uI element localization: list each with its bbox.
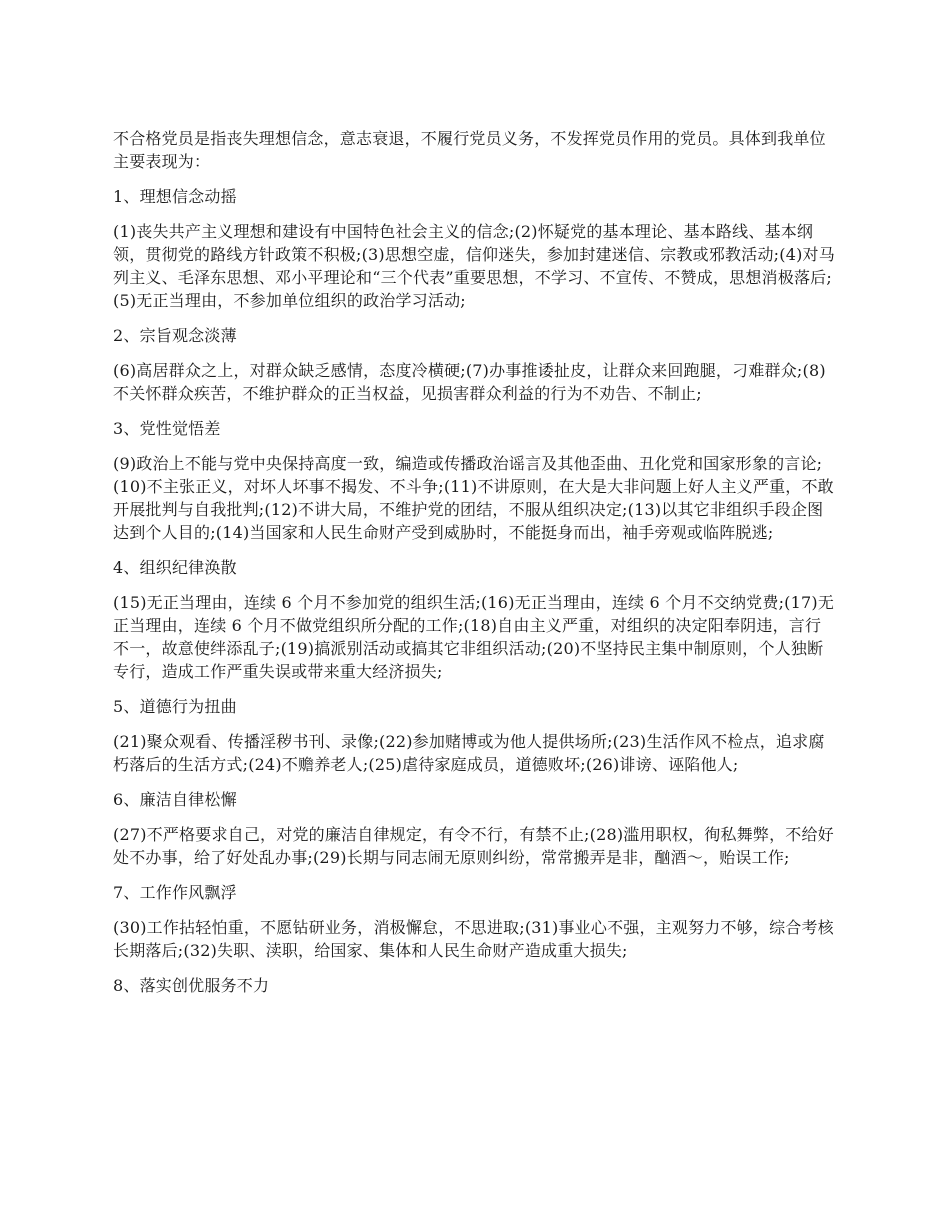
section-body-1: (1)丧失共产主义理想和建设有中国特色社会主义的信念;(2)怀疑党的基本理论、基本路线、基本纲领，贯彻党的路线方针政策不积极;(3)思想空虚，信仰迷失，参加封建迷信、宗教或邪教活动;(4)对马列主义、毛泽东思想、邓小平理论和“三个代表”重要思想，不学习、不宣传、不赞成，思想消极落后;(5)无正当理由，不参加单位组织的政治学习活动; [113, 222, 835, 310]
section-heading-6: 6、廉洁自律松懈 [113, 790, 237, 809]
section-body-3: (9)政治上不能与党中央保持高度一致，编造或传播政治谣言及其他歪曲、丑化党和国家形象的言论;(10)不主张正义，对坏人坏事不揭发、不斗争;(11)不讲原则，在大是大非问题上好人主义严重，不敢开展批判与自我批判;(12)不讲大局，不维护党的团结，不服从组织决定;(13)以其它非组织手段企图达到个人目的;(14)当国家和人民生命财产受到威胁时，不能挺身而出，袖手旁观或临阵脱逃; [113, 454, 834, 542]
document-body [113, 127, 835, 1009]
section-body-5: (21)聚众观看、传播淫秽书刊、录像;(22)参加赌博或为他人提供场所;(23)生活作风不检点，追求腐朽落后的生活方式;(24)不赡养老人;(25)虐待家庭成员，道德败坏;(26)诽谤、诬陷他人; [113, 732, 825, 774]
section-heading-7: 7、工作作风飘浮 [113, 883, 237, 902]
section-body-2: (6)高居群众之上，对群众缺乏感情，态度冷横硬;(7)办事推诿扯皮，让群众来回跑腿，刁难群众;(8)不关怀群众疾苦，不维护群众的正当权益，见损害群众利益的行为不劝告、不制止; [113, 361, 826, 403]
section-body-4: (15)无正当理由，连续 6 个月不参加党的组织生活;(16)无正当理由，连续 6 个月不交纳党费;(17)无正当理由，连续 6 个月不做党组织所分配的工作;(18)自由主义严重，对组织的决定阳奉阴违，言行不一，故意使绊添乱子;(19)搞派别活动或搞其它非组织活动;(20)不坚持民主集中制原则，个人独断专行，造成工作严重失误或带来重大经济损失; [113, 593, 835, 681]
section-body-6: (27)不严格要求自己，对党的廉洁自律规定，有令不行，有禁不止;(28)滥用职权，徇私舞弊，不给好处不办事，给了好处乱办事;(29)长期与同志闹无原则纠纷，常常搬弄是非，酗酒～，贻误工作; [113, 825, 834, 867]
section-heading-5: 5、道德行为扭曲 [113, 697, 237, 716]
intro-paragraph: 不合格党员是指丧失理想信念，意志衰退，不履行党员义务，不发挥党员作用的党员。具体到我单位主要表现为： [113, 129, 826, 171]
section-heading-4: 4、组织纪律涣散 [113, 558, 237, 577]
section-body-7: (30)工作拈轻怕重，不愿钻研业务，消极懈怠，不思进取;(31)事业心不强，主观努力不够，综合考核长期落后;(32)失职、渎职，给国家、集体和人民生命财产造成重大损失; [113, 918, 834, 960]
section-heading-3: 3、党性觉悟差 [113, 419, 221, 438]
section-heading-2: 2、宗旨观念淡薄 [113, 326, 237, 345]
section-heading-8: 8、落实创优服务不力 [113, 976, 270, 995]
section-heading-1: 1、理想信念动摇 [113, 187, 237, 206]
